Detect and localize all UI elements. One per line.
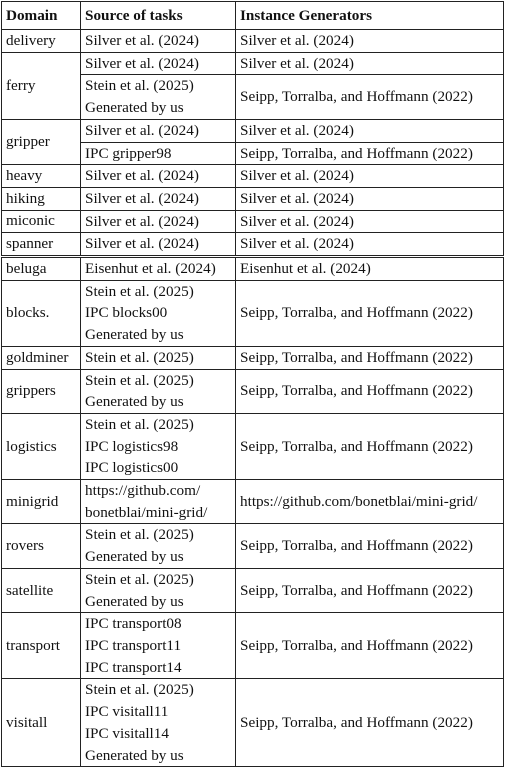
source-cell (81, 413, 236, 479)
domain-cell: spanner (2, 233, 81, 257)
source-cell (81, 233, 236, 257)
generator-line: Eisenhut et al. (2024) (240, 260, 371, 278)
source-line: IPC visitall14 (85, 724, 169, 742)
domain-cell: delivery (2, 30, 81, 53)
generator-line: Silver et al. (2024) (240, 121, 354, 139)
source-line: IPC logistics00 (85, 459, 179, 477)
source-line: Generated by us (85, 393, 184, 411)
generator-cell (236, 165, 504, 188)
domain-cell: goldminer (2, 346, 81, 369)
domain-cell: satellite (2, 568, 81, 612)
table-row (2, 187, 504, 210)
source-line: Stein et al. (2025) (85, 348, 194, 366)
source-cell (81, 52, 236, 75)
table-row (2, 119, 504, 142)
source-line: Stein et al. (2025) (85, 371, 194, 389)
table-row (2, 524, 504, 568)
source-cell (81, 679, 236, 767)
source-cell (81, 568, 236, 612)
generator-line: Seipp, Torralba, and Hoffmann (2022) (240, 581, 473, 599)
source-cell (81, 30, 236, 53)
source-cell (81, 119, 236, 142)
source-line: bonetblai/mini-grid/ (85, 503, 208, 521)
generator-cell (236, 568, 504, 612)
domain-cell: grippers (2, 369, 81, 413)
source-cell (81, 369, 236, 413)
domain-cell: rovers (2, 524, 81, 568)
generator-cell (236, 369, 504, 413)
source-cell (81, 142, 236, 165)
table-header (2, 2, 504, 30)
generator-cell (236, 210, 504, 233)
generator-line: Seipp, Torralba, and Hoffmann (2022) (240, 304, 473, 322)
source-cell (81, 187, 236, 210)
generator-line: Seipp, Torralba, and Hoffmann (2022) (240, 348, 473, 366)
source-line: Generated by us (85, 746, 184, 764)
generator-cell (236, 280, 504, 346)
generator-line: Seipp, Torralba, and Hoffmann (2022) (240, 537, 473, 555)
domain-cell: ferry (2, 52, 81, 119)
table-row (2, 346, 504, 369)
domain-cell: visitall (2, 679, 81, 767)
table-row (2, 613, 504, 679)
generator-cell (236, 142, 504, 165)
source-line: Silver et al. (2024) (85, 121, 199, 139)
domain-cell: transport (2, 613, 81, 679)
source-cell (81, 280, 236, 346)
table-row (2, 568, 504, 612)
domain-cell: blocks. (2, 280, 81, 346)
source-line: IPC gripper98 (85, 144, 172, 162)
header-source-of-tasks: Source of tasks (81, 2, 236, 30)
domain-cell: gripper (2, 119, 81, 164)
generator-line: Silver et al. (2024) (240, 235, 354, 253)
domains-table (1, 1, 504, 767)
generator-cell (236, 233, 504, 257)
table-row (2, 369, 504, 413)
generator-cell (236, 413, 504, 479)
header-row (2, 2, 504, 30)
generator-cell (236, 30, 504, 53)
source-cell (81, 613, 236, 679)
source-line: IPC visitall11 (85, 703, 169, 721)
domain-cell: hiking (2, 187, 81, 210)
source-cell (81, 165, 236, 188)
generator-line: Silver et al. (2024) (240, 212, 354, 230)
generator-cell (236, 679, 504, 767)
table-body (2, 30, 504, 767)
table-row (2, 280, 504, 346)
source-line: Silver et al. (2024) (85, 167, 199, 185)
source-line: IPC blocks00 (85, 304, 168, 322)
table-row (2, 52, 504, 75)
domain-cell: logistics (2, 413, 81, 479)
source-line: https://github.com/ (85, 482, 201, 500)
generator-line: Silver et al. (2024) (240, 54, 354, 72)
source-line: Silver et al. (2024) (85, 54, 199, 72)
source-line: Silver et al. (2024) (85, 189, 199, 207)
table-row (2, 413, 504, 479)
source-line: Stein et al. (2025) (85, 681, 194, 699)
generator-line: Silver et al. (2024) (240, 167, 354, 185)
table-row (2, 480, 504, 524)
generator-line: https://github.com/bonetblai/mini-grid/ (240, 492, 478, 510)
source-line: Stein et al. (2025) (85, 282, 194, 300)
source-line: Silver et al. (2024) (85, 32, 199, 49)
generator-cell (236, 524, 504, 568)
source-line: Silver et al. (2024) (85, 212, 199, 230)
table-row (2, 257, 504, 281)
generator-cell (236, 52, 504, 75)
source-line: Stein et al. (2025) (85, 570, 194, 588)
generator-cell (236, 346, 504, 369)
table-row (2, 210, 504, 233)
generator-line: Silver et al. (2024) (240, 189, 354, 207)
source-line: Generated by us (85, 326, 184, 344)
table-row (2, 679, 504, 767)
generator-cell (236, 187, 504, 210)
table-row (2, 30, 504, 53)
generator-cell (236, 119, 504, 142)
source-cell (81, 75, 236, 119)
domain-cell: heavy (2, 165, 81, 188)
source-line: IPC logistics98 (85, 437, 179, 455)
source-line: Stein et al. (2025) (85, 526, 194, 544)
source-line: Silver et al. (2024) (85, 235, 199, 253)
header-domain: Domain (2, 2, 81, 30)
source-line: IPC transport11 (85, 636, 182, 654)
generator-line: Seipp, Torralba, and Hoffmann (2022) (240, 713, 473, 731)
generator-line: Seipp, Torralba, and Hoffmann (2022) (240, 88, 473, 106)
source-line: Generated by us (85, 548, 184, 566)
generator-line: Seipp, Torralba, and Hoffmann (2022) (240, 636, 473, 654)
source-line: IPC transport14 (85, 658, 182, 676)
domain-cell: miconic (2, 210, 81, 233)
source-cell (81, 346, 236, 369)
generator-line: Seipp, Torralba, and Hoffmann (2022) (240, 437, 473, 455)
source-line: Stein et al. (2025) (85, 77, 194, 95)
source-cell (81, 257, 236, 281)
generator-line: Seipp, Torralba, and Hoffmann (2022) (240, 144, 473, 162)
table-row (2, 165, 504, 188)
source-cell (81, 480, 236, 524)
source-cell (81, 524, 236, 568)
source-line: Generated by us (85, 592, 184, 610)
generator-line: Seipp, Torralba, and Hoffmann (2022) (240, 382, 473, 400)
source-line: Eisenhut et al. (2024) (85, 260, 216, 278)
generator-cell (236, 613, 504, 679)
table-row (2, 233, 504, 257)
generator-cell (236, 75, 504, 119)
generator-cell (236, 257, 504, 281)
source-line: Stein et al. (2025) (85, 415, 194, 433)
generator-line: Silver et al. (2024) (240, 32, 354, 49)
source-cell (81, 210, 236, 233)
domain-cell: beluga (2, 257, 81, 281)
source-line: Generated by us (85, 99, 184, 117)
domain-cell: minigrid (2, 480, 81, 524)
source-line: IPC transport08 (85, 615, 182, 633)
header-instance-generators: Instance Generators (236, 2, 504, 30)
generator-cell (236, 480, 504, 524)
